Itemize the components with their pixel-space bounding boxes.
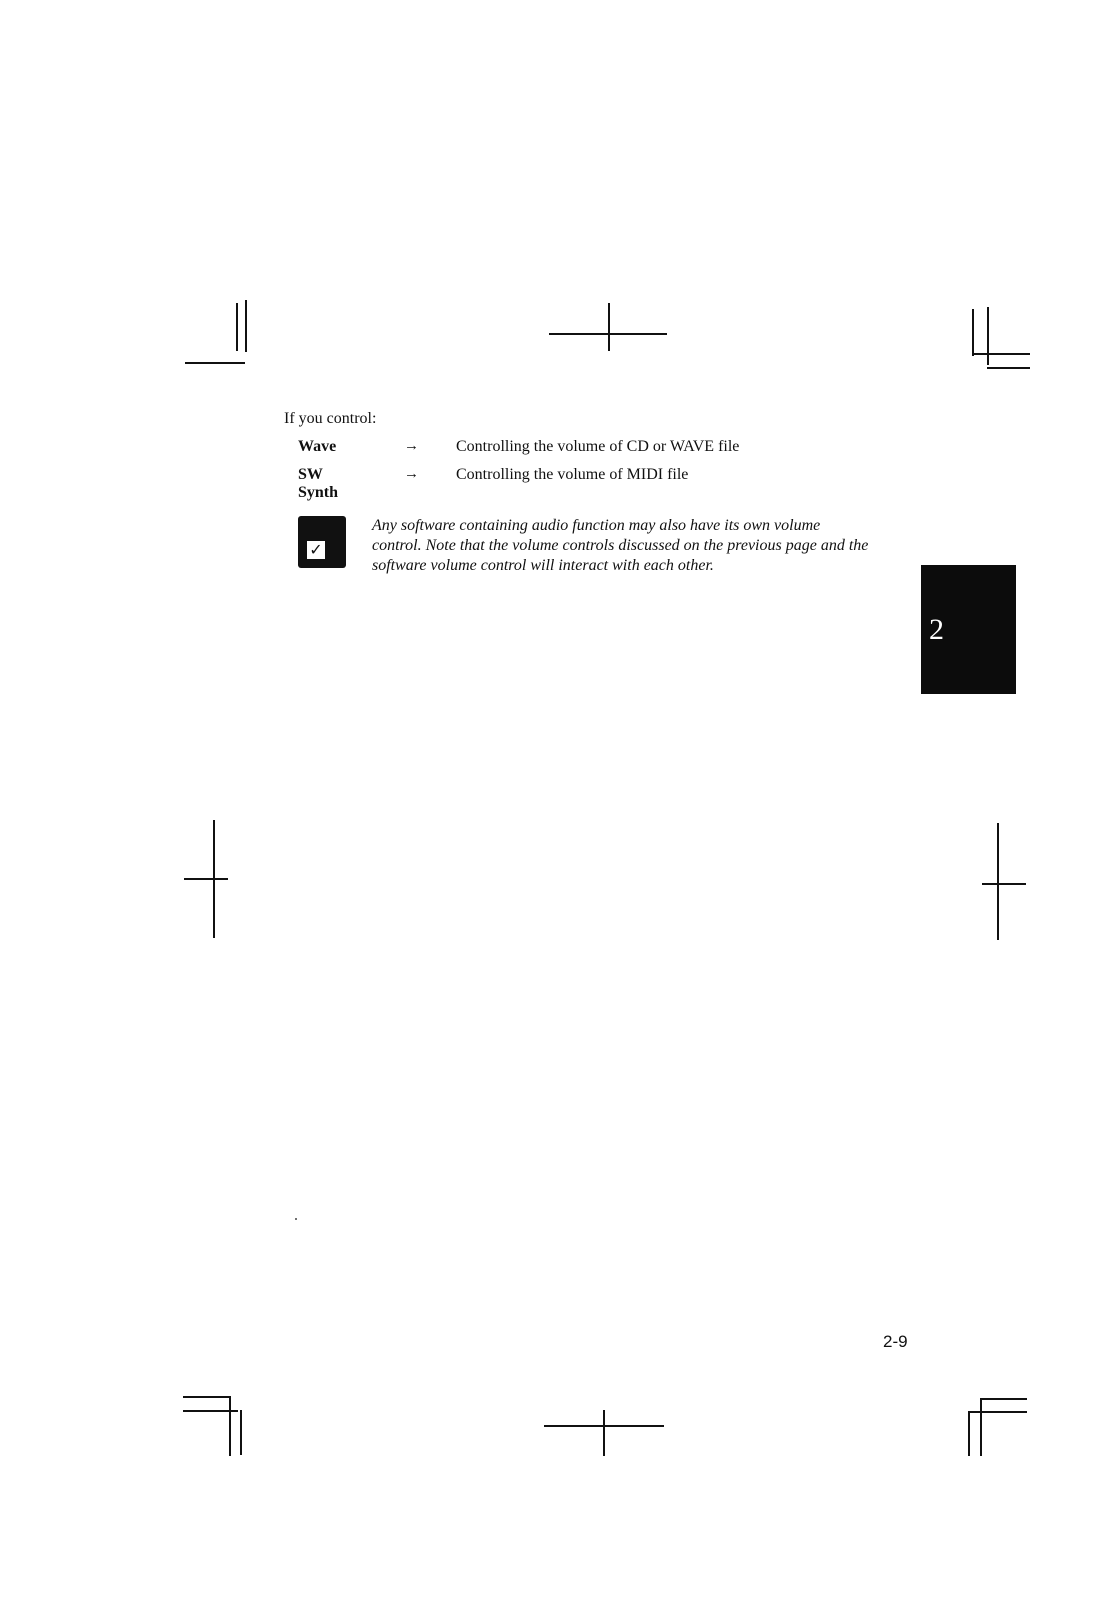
right-arrow-icon: →	[404, 438, 419, 454]
row-description: Controlling the volume of MIDI file	[456, 466, 689, 483]
row-description: Controlling the volume of CD or WAVE file	[456, 438, 740, 455]
check-mark-icon: ✓	[307, 541, 325, 559]
check-box-icon	[298, 516, 346, 568]
page-number: 2-9	[883, 1332, 908, 1351]
scan-speck	[295, 1218, 297, 1220]
intro-text: If you control:	[284, 410, 377, 427]
chapter-number: 2	[929, 613, 944, 646]
chapter-tab	[921, 565, 1016, 694]
right-arrow-icon: →	[404, 466, 419, 482]
term-sw-synth: SW Synth	[298, 466, 339, 501]
term-wave: Wave	[298, 438, 337, 455]
note-text: Any software containing audio function may also have its own volume control. Note that the volume controls discussed on the previous page and the software volume control will interact with each other.	[372, 517, 869, 574]
